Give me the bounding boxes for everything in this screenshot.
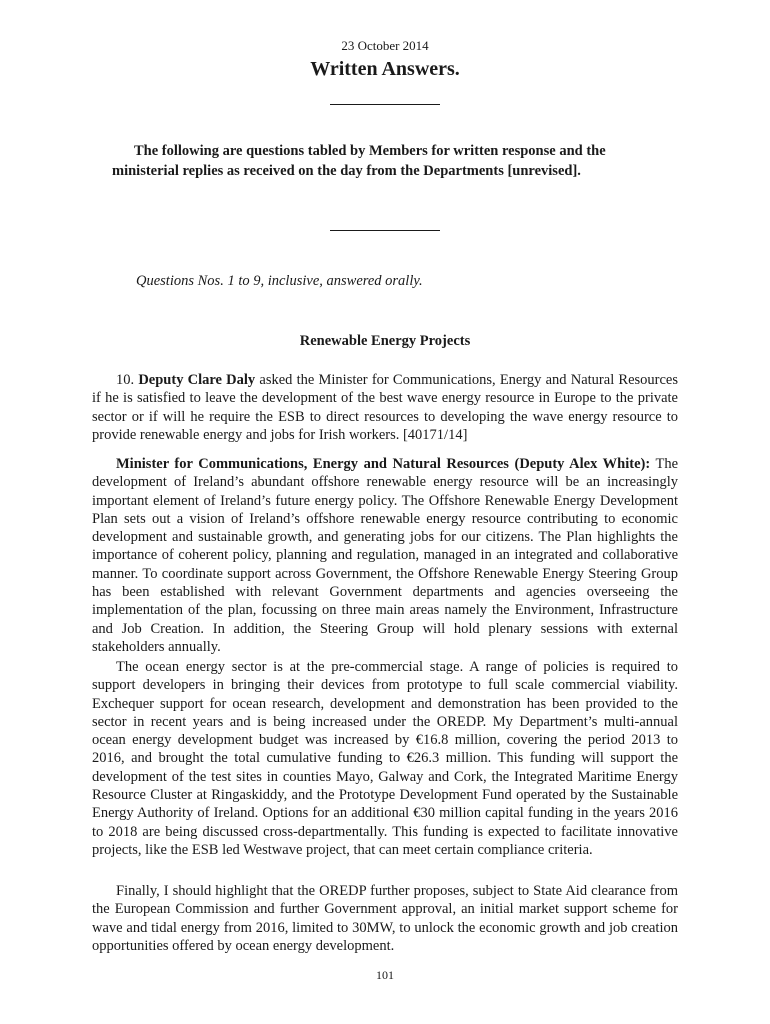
oral-answers-note: Questions Nos. 1 to 9, inclusive, answered orally. xyxy=(136,273,423,289)
page-title: Written Answers. xyxy=(310,58,460,80)
intro-paragraph: The following are questions tabled by Members for written response and the ministerial replies as received on the day from the Departments [unrevised]. xyxy=(112,143,606,179)
question-number: 10. xyxy=(116,372,135,388)
question-deputy: Deputy Clare Daly xyxy=(138,372,256,388)
answer-paragraph-1 xyxy=(92,455,678,656)
section-heading: Renewable Energy Projects xyxy=(299,333,471,349)
answer-paragraph-2: The ocean energy sector is at the pre-commercial stage. A range of policies is required to support developers in bringing their devices from prototype to full scale commercial viability. Exchequer support for ocean research, development and demonstration has been provided to the sector in recent years and is being increased under the OREDP. My Department’s multi-annual ocean energy development budget was increased by €16.8 million, covering the period 2013 to 2016, and brought the total cumulative funding to €26.3 million. This funding will support the development of the test sites in counties Mayo, Galway and Cork, the Integrated Maritime Energy Resource Cluster at Ringaskiddy, and the Prototype Development Fund operated by the Sustainable Energy Authority of Ireland. Options for an additional €30 million capital funding in the years 2016 to 2018 are being discussed cross-departmentally. This funding is expected to facilitate innovative projects, like the ESB led Westwave project, that can meet certain compliance criteria. xyxy=(92,659,678,858)
answer-minister: Minister for Communications, Energy and Natural Resources (Deputy Alex White): xyxy=(116,456,651,472)
page-number: 101 xyxy=(376,968,394,982)
answer-text-1: The development of Ireland’s abundant offshore renewable energy resource will be an increasingly important element of Ireland’s future energy policy. The Offshore Renewable Energy Development Plan sets out a vision of Ireland’s offshore renewable energy resource contributing to economic development and sustainable growth, and generating jobs for our citizens. The Plan highlights the importance of coherent policy, planning and regulation, managed in an integrated and collaborative manner. To coordinate support across Government, the Offshore Renewable Energy Steering Group has been established with relevant Government departments and agencies overseeing the implementation of the plan, focussing on three main areas namely the Environment, Infrastructure and Job Creation. In addition, the Steering Group will hold plenary sessions with external stakeholders annually. xyxy=(92,456,679,655)
document-date: 23 October 2014 xyxy=(341,38,429,53)
title-divider xyxy=(330,104,440,105)
question-paragraph xyxy=(92,371,678,444)
answer-paragraph-3: Finally, I should highlight that the OREDP further proposes, subject to State Aid clearance from the European Commission and further Government approval, an initial market support scheme for wave and tidal energy from 2016, limited to 30MW, to unlock the economic growth and job creation opportunities offered by ocean energy development. xyxy=(92,883,678,954)
intro-divider xyxy=(330,230,440,231)
question-text: asked the Minister for Communications, Energy and Natural Resources if he is satisfied to leave the development of the best wave energy resource in Europe to the private sector or if will he require the ESB to direct resources to developing the wave energy resource to provide renewable energy and jobs for Irish workers. [40171/14] xyxy=(92,372,679,443)
